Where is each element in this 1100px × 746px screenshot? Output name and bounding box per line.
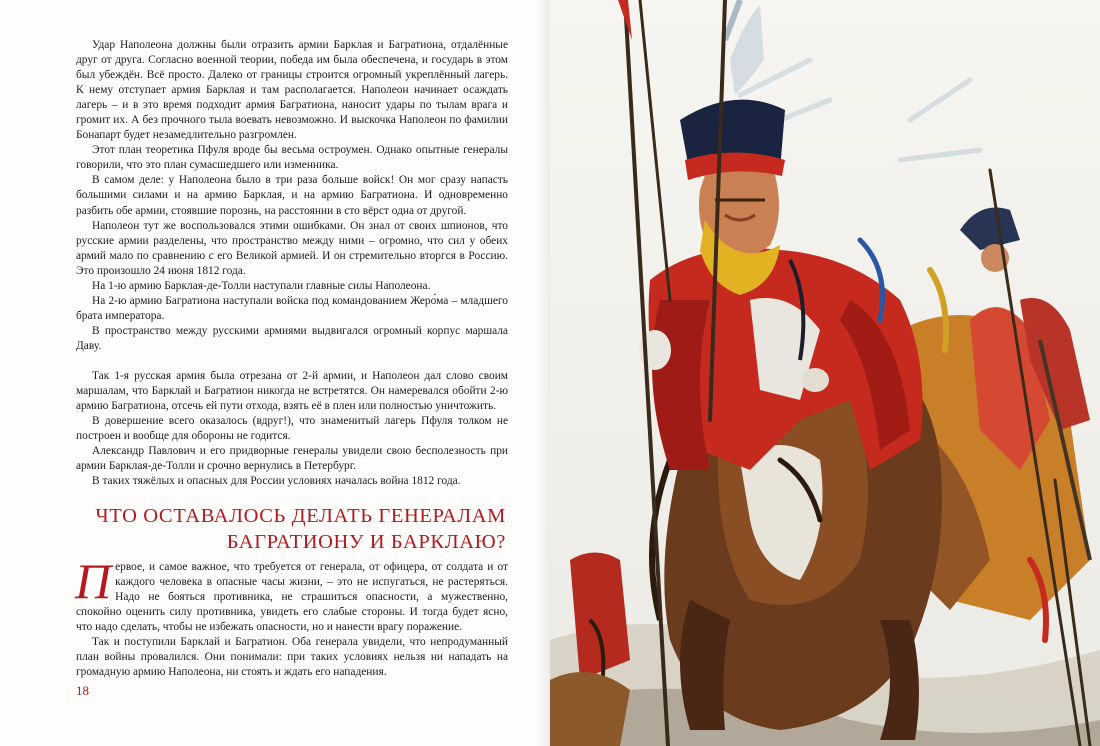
- paragraph: На 1-ю армию Барклая-де-Толли наступали главные силы Наполеона.: [92, 279, 431, 292]
- paragraph: В довершение всего оказалось (вдруг!), что знаменитый лагерь Пфуля толком не построен и вообще для обороны не годится.: [76, 415, 508, 443]
- section-heading: [76, 503, 506, 555]
- paragraph: В пространство между русскими армиями выдвигался огромный корпус маршала Даву.: [76, 324, 508, 352]
- body-text-top: [76, 38, 508, 489]
- drop-cap: П: [75, 553, 112, 609]
- paragraph: В таких тяжёлых и опасных для России условиях началась война 1812 года.: [92, 475, 461, 488]
- gutter-shadow: [536, 0, 550, 746]
- heading-line-2: БАГРАТИОНУ И БАРКЛАЮ?: [226, 531, 506, 553]
- page-number: 18: [76, 683, 89, 698]
- illustration-page: [550, 0, 1100, 746]
- paragraph: Александр Павлович и его придворные генералы увидели свою бесполезность при армии Барклая-де-Толли и срочно вернулись в Петербург.: [76, 445, 508, 473]
- paragraph: В самом деле: у Наполеона было в три раза больше войск! Он мог сразу напасть большими силами и на армию Барклая, и на армию Багратиона. И одновременно разбить обе армии, стоявшие порознь, на расстоянии в сто вёрст одна от другой.: [76, 174, 508, 217]
- paragraph-with-dropcap: [75, 553, 508, 635]
- paragraph: Наполеон тут же воспользовался этими ошибками. Он знал от своих шпионов, что русские армии разделены, что пространство между ними – огромно, что сил у обеих армий мало по сравнению с его Великой армией. И он стремительно вторгся в Россию. Это произошло 24 июня 1812 года.: [76, 219, 508, 277]
- paragraph-text: ервое, и самое важное, что требуется от генерала, от офицера, от солдата и от каждого человека в опасные часы жизни, – это не испугаться, не растеряться. Надо не бояться противника, не страшиться опасности, а мужественно, спокойно оценить силу противника, увидеть его слабые стороны. И тогда будет ясно, что надо сделать, чтобы не избежать опасности, но и нанести врагу поражение.: [76, 561, 508, 634]
- paragraph: Удар Наполеона должны были отразить армии Барклая и Багратиона, отдалённые друг от друга. Согласно военной теории, победа им была обеспечена, и государь в этом был убеждён. Всё просто. Далеко от границы строится огромный укреплённый лагерь. К нему отступает армия Барклая и там располагается. Наполеон начинает осаждать лагерь – и в это время подходит армия Багратиона, наносит удары по тылам врага и громит их. А без прочного тыла воевать невозможно. И выскочка Наполеон по фамилии Бонапарт будет незамедлительно разгромлен.: [76, 39, 508, 142]
- heading-line-1: ЧТО ОСТАВАЛОСЬ ДЕЛАТЬ ГЕНЕРАЛАМ: [95, 505, 506, 527]
- paragraph: Так 1-я русская армия была отрезана от 2-й армии, и Наполеон дал слово своим маршалам, что Барклай и Багратион никогда не встретятся. Он намеревался обойти 2-ю армию Багратиона, отсечь ей пути отхода, взять её в плен или полностью уничтожить.: [76, 369, 508, 413]
- paragraph: Этот план теоретика Пфуля вроде бы весьма остроумен. Однако опытные генералы говорили, что это план сумасшедшего или изменника.: [76, 144, 508, 172]
- body-text-bottom: [75, 553, 508, 680]
- paragraph: Так и поступили Барклай и Багратион. Оба генерала увидели, что непродуманный план войны провалился. Они понимали: при таких условиях нельзя ни нападать на громадную армию Наполеона, ни стоять и ждать его нападения.: [76, 636, 508, 679]
- paragraph: На 2-ю армию Багратиона наступали войска под командованием Жеро́ма – младшего брата императора.: [76, 294, 508, 322]
- cossack-cavalry-illustration: [550, 0, 1100, 746]
